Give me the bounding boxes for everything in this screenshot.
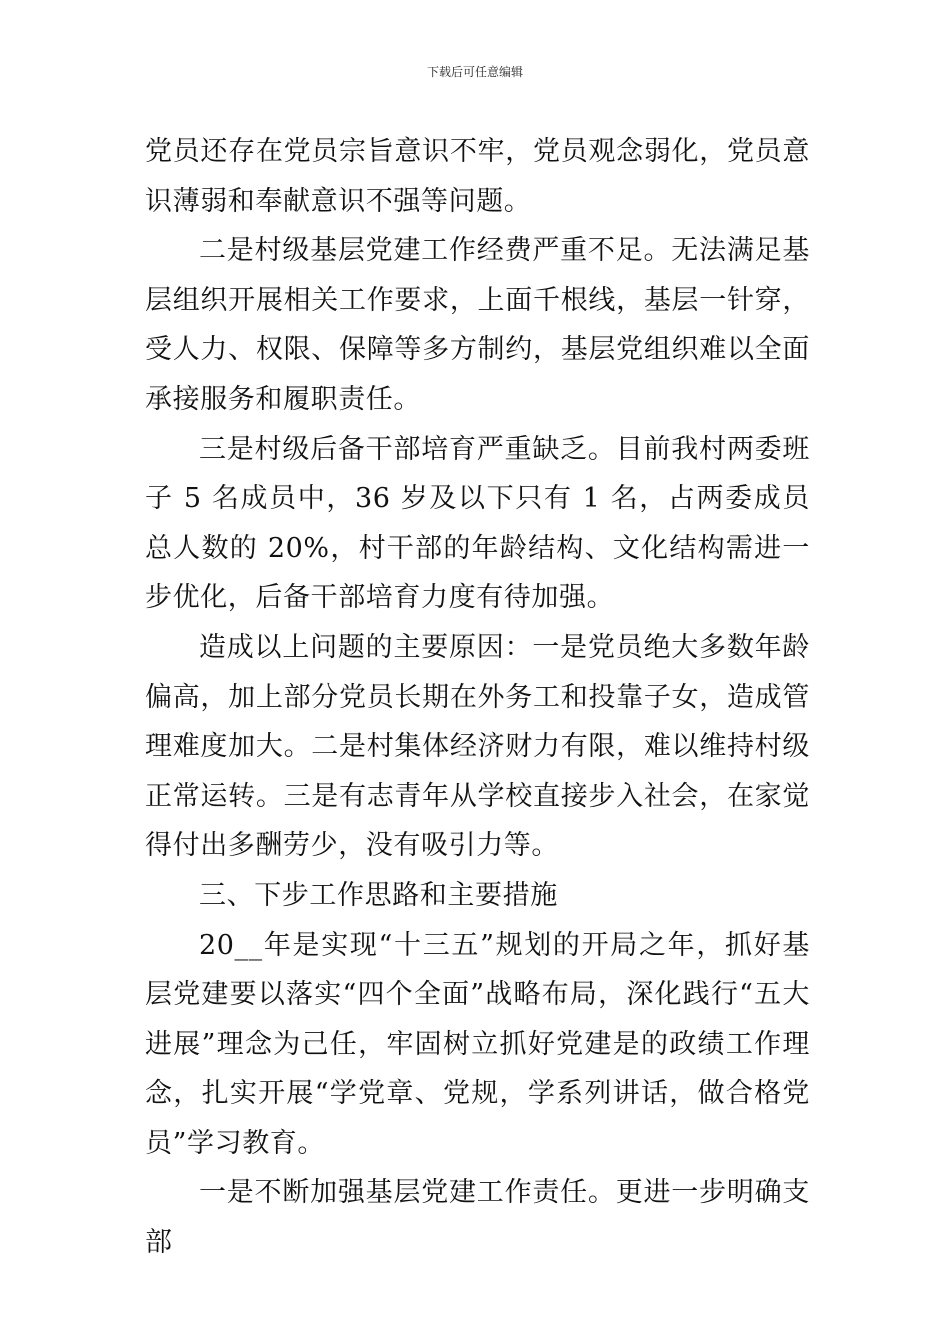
section-heading-next-steps: 三、下步工作思路和主要措施 [199, 879, 558, 911]
paragraph-main-causes: 造成以上问题的主要原因：一是党员绝大多数年龄偏高，加上部分党员长期在外务工和投靠子女，造成管理难度加大。二是村集体经济财力有限，难以维持村级正常运转。三是有志青年从学校直接步入社会，在家觉得付出多酬劳少，没有吸引力等。 [145, 631, 810, 862]
document-body [145, 127, 810, 1268]
paragraph-funding-shortage: 二是村级基层党建工作经费严重不足。无法满足基层组织开展相关工作要求，上面千根线，基层一针穿，受人力、权限、保障等多方制约，基层党组织难以全面承接服务和履职责任。 [145, 235, 810, 415]
paragraph-reserve-cadres: 三是村级后备干部培育严重缺乏。目前我村两委班子 5 名成员中，36 岁及以下只有 1 名，占两委成员总人数的 20%，村干部的年龄结构、文化结构需进一步优化，后备干部培育力度有待加强。 [145, 433, 810, 614]
paragraph-continuation: 党员还存在党员宗旨意识不牢，党员观念弱化，党员意识薄弱和奉献意识不强等问题。 [145, 136, 810, 217]
paragraph-annual-plan: 20__年是实现“十三五”规划的开局之年，抓好基层党建要以落实“四个全面”战略布局，深化践行“五大进展”理念为己任，牢固树立抓好党建是的政绩工作理念，扎实开展“学党章、党规，学系列讲话，做合格党员”学习教育。 [145, 929, 810, 1159]
paragraph-responsibility: 一是不断加强基层党建工作责任。更进一步明确支部 [145, 1177, 810, 1259]
page-header-note: 下载后可任意编辑 [426, 65, 523, 79]
